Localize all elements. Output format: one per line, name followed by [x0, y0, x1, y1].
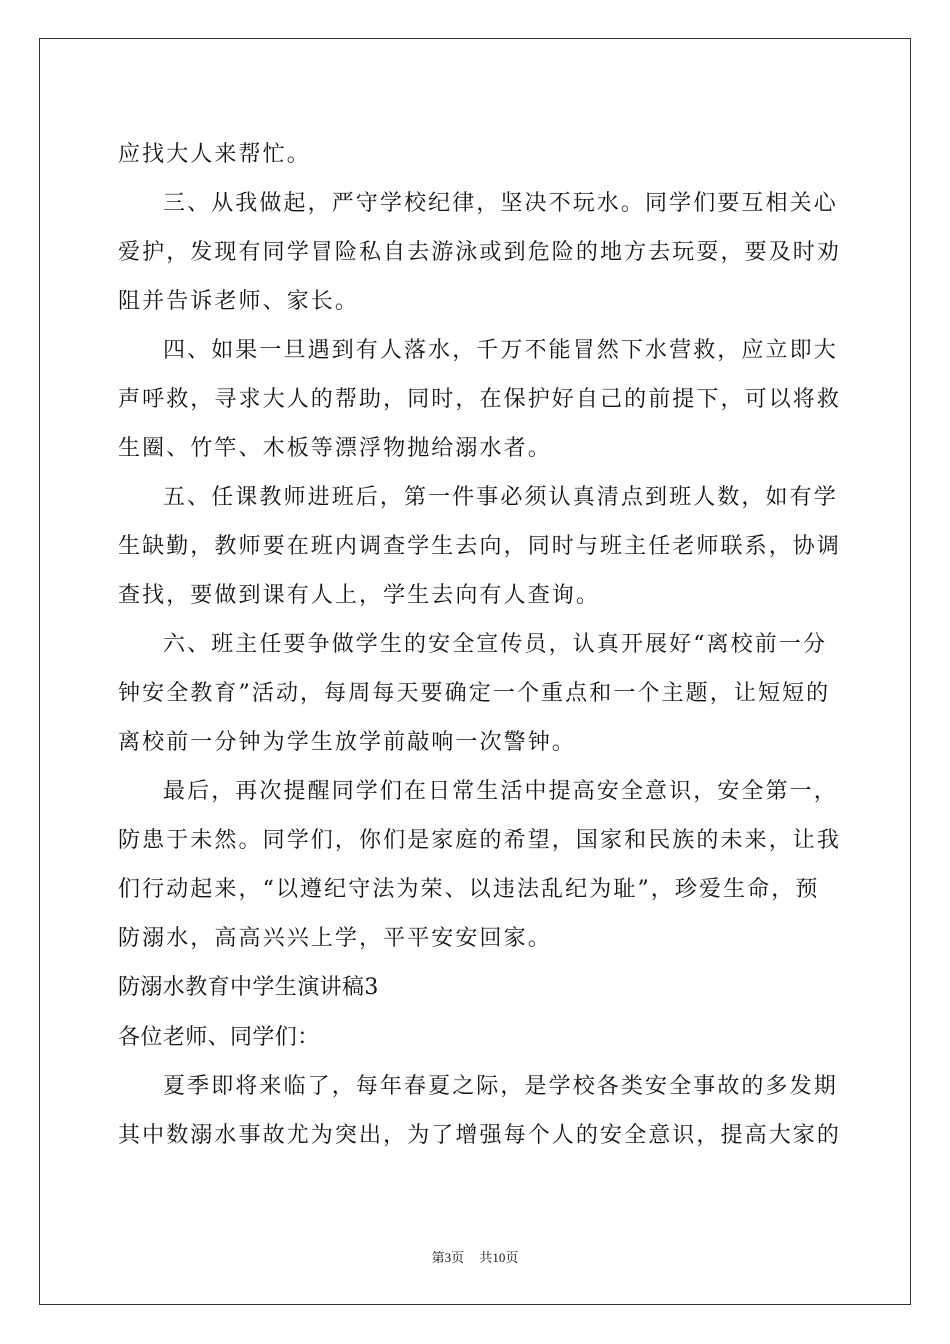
page-border — [39, 38, 911, 1305]
text-line: 最后，再次提醒同学们在日常生活中提高安全意识，安全第一， — [163, 779, 838, 804]
text-line: 其中数溺水事故尤为突出，为了增强每个人的安全意识，提高大家的 — [118, 1123, 842, 1148]
page-total: 共10页 — [479, 1250, 519, 1265]
text-line: 钟安全教育”活动，每周每天要确定一个重点和一个主题，让短短的 — [118, 681, 831, 706]
text-line: 查找，要做到课有人上，学生去向有人查询。 — [118, 583, 601, 608]
text-line: 爱护，发现有同学冒险私自去游泳或到危险的地方去玩耍，要及时劝 — [118, 240, 842, 265]
text-line: 声呼救，寻求大人的帮助，同时，在保护好自己的前提下，可以将救 — [118, 387, 842, 412]
text-line: 应找大人来帮忙。 — [118, 142, 311, 167]
text-line: 防患于未然。同学们，你们是家庭的希望，国家和民族的未来，让我 — [118, 828, 842, 853]
text-line: 们行动起来，“以遵纪守法为荣、以违法乱纪为耻”，珍爱生命，预 — [118, 877, 820, 902]
page-number: 第3页 — [431, 1250, 465, 1265]
text-line: 六、班主任要争做学生的安全宣传员，认真开展好“离校前一分 — [163, 632, 828, 657]
section-heading: 防溺水教育中学生演讲稿3 — [118, 975, 379, 1000]
text-line: 生缺勤，教师要在班内调查学生去向，同时与班主任老师联系，协调 — [118, 534, 842, 559]
text-line: 离校前一分钟为学生放学前敲响一次警钟。 — [118, 730, 576, 755]
text-line: 四、如果一旦遇到有人落水，千万不能冒然下水营救，应立即大 — [163, 338, 838, 363]
text-line: 三、从我做起，严守学校纪律，坚决不玩水。同学们要互相关心 — [163, 191, 838, 216]
text-line: 夏季即将来临了，每年春夏之际，是学校各类安全事故的多发期 — [163, 1074, 838, 1099]
salutation: 各位老师、同学们： — [118, 1025, 320, 1050]
text-line: 阻并告诉老师、家长。 — [118, 289, 360, 314]
page-footer — [0, 1247, 950, 1266]
text-line: 生圈、竹竿、木板等漂浮物抛给溺水者。 — [118, 436, 552, 461]
text-line: 五、任课教师进班后，第一件事必须认真清点到班人数，如有学 — [163, 485, 838, 510]
text-line: 防溺水，高高兴兴上学，平平安安回家。 — [118, 926, 552, 951]
